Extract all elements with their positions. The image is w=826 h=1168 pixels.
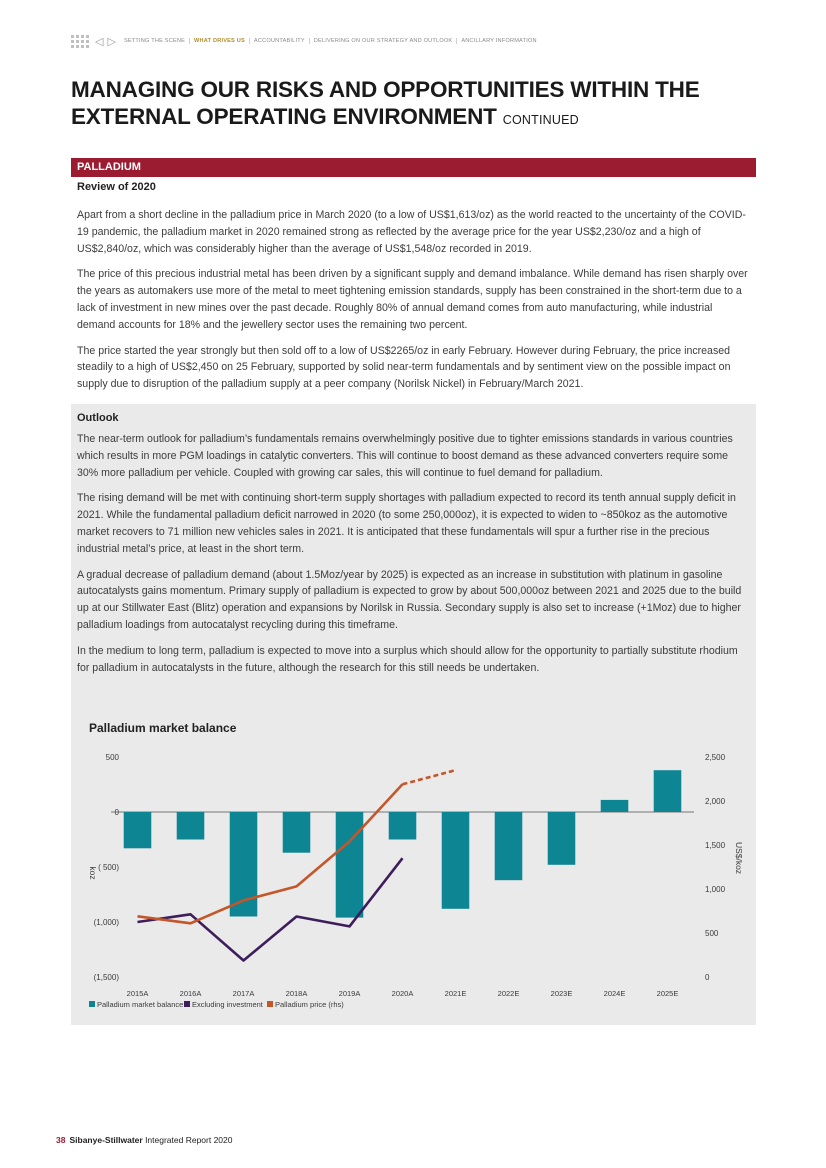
x-tick-label: 2021E [444,989,467,998]
legend-swatch [89,1001,95,1007]
y2-tick-label: 2,500 [705,753,726,762]
y2-tick-label: 2,000 [705,797,726,806]
page-number: 38 [56,1135,66,1145]
legend-label: Palladium market balance [97,1000,184,1009]
outlook-paragraph: The rising demand will be met with continuing short-term supply shortages with palladium expected to record its tenth annual supply deficit in 2021. While the fundamental palladium deficit narrowed in 2020 (to some 250,000oz), it is expected to widen to ~850koz as the automotive market recovers to 71 million new vehicles sales in 2021. It is anticipated that these fundamentals will spur a further rise in the precious industrial metal’s price, at least in the short term. [77,492,736,555]
line-dashed-palladium-price-rhs- [403,770,456,784]
y-axis-title: koz [88,866,98,880]
bar-2015A [124,812,152,848]
chart-title: Palladium market balance [89,721,237,735]
page-footer [56,1135,233,1145]
y2-axis-title: US$/koz [734,841,744,875]
x-tick-label: 2025E [656,989,679,998]
x-tick-label: 2018A [285,989,308,998]
nav-link-delivering-strategy[interactable]: DELIVERING ON OUR STRATEGY AND OUTLOOK [309,38,457,44]
y2-tick-label: 1,000 [705,885,726,894]
x-tick-label: 2023E [550,989,573,998]
review-heading: Review of 2020 [77,181,156,193]
report-name: Integrated Report 2020 [145,1135,233,1145]
x-tick-label: 2019A [338,989,361,998]
page-title [71,76,771,134]
nav-link-accountability[interactable]: ACCOUNTABILITY [249,38,309,44]
outlook-paragraph: The near-term outlook for palladium’s fundamentals remains overwhelmingly positive due to tighter emissions standards in various countries which results in more PGM loadings in catalytic converters. This will continue to boost demand as these advanced converters require some 30% more palladium per vehicle. Coupled with growing car sales, this will continue to fuel demand for palladium. [77,433,733,479]
x-tick-label: 2017A [232,989,255,998]
legend-swatch [267,1001,273,1007]
outlook-body [77,431,752,685]
bar-2016A [177,812,205,840]
y2-tick-label: 0 [705,973,710,982]
y-tick-label: (1,500) [93,973,119,982]
legend-swatch [184,1001,190,1007]
company-name: Sibanye-Stillwater [69,1135,143,1145]
y2-tick-label: 1,500 [705,841,726,850]
outlook-heading: Outlook [77,412,119,424]
review-paragraph: Apart from a short decline in the palladium price in March 2020 (to a low of US$1,613/oz) as the world reacted to the uncertainty of the COVID-19 pandemic, the palladium market in 2020 remained strong as reflected by the average price for the year US$2,230/oz and a high of US$2,840/oz, which was considerably higher than the average of US$1,548/oz recorded in 2019. [77,209,746,255]
review-paragraph: The price started the year strongly but then sold off to a low of US$2265/oz in early February. However during February, the price increased steadily to a high of US$2,450 on 25 February, supported by solid near-term fundamentals and by sentiment view on the possible impact on supply due to disruption of the palladium supply at a peer company (Norilsk Nickel) in February/March 2021. [77,344,731,391]
legend-label: Excluding investment [192,1000,263,1009]
next-page-icon[interactable]: ▷ [107,35,116,48]
nav-link-ancillary-information[interactable]: ANCILLARY INFORMATION [456,38,540,44]
bar-2025E [654,770,682,812]
bar-2019A [336,812,364,918]
bar-2024E [601,800,629,812]
outlook-paragraph: A gradual decrease of palladium demand (about 1.5Moz/year by 2025) is expected as an increase in substitution with platinum in gasoline autocatalysts gains momentum. Primary supply of palladium is expected to grow by about 500,000oz between 2021 and 2025 due to the build up at our Stillwater East (Blitz) operation and expansions by Norilsk in Russia. Secondary supply is also set to increase (+1Moz) due to higher palladium loadings from autocatalyst recycling during this timeframe. [77,568,742,631]
bar-2020A [389,812,417,840]
y-tick-label: 500 [105,753,119,762]
x-tick-label: 2024E [603,989,626,998]
page-title-line1: MANAGING OUR RISKS AND OPPORTUNITIES WITHIN THE [71,77,700,102]
bar-2022E [495,812,523,880]
page-title-line2: EXTERNAL OPERATING ENVIRONMENT [71,104,497,129]
grid-menu-icon[interactable] [71,35,89,48]
section-links [124,38,541,44]
outlook-paragraph: In the medium to long term, palladium is expected to move into a surplus which should allow for the opportunity to partially substitute rhodium for palladium in autocatalysts in the future, although the research for this still needs be undertaken. [77,644,738,674]
y-tick-label: ( 500) [98,863,119,872]
review-paragraph: The price of this precious industrial metal has been driven by a significant supply and demand imbalance. While demand has risen sharply over the years as automakers use more of the metal to meet tightening emission standards, supply has been constrained in the short-term due to a lack of investment in new mines over the past decade. Roughly 80% of annual demand comes from auto manufacturing, while industrial demand accounts for 18% and the jewellery sector uses the remaining two percent. [77,268,748,331]
previous-page-icon[interactable]: ◁ [95,35,104,48]
nav-link-what-drives-us[interactable]: WHAT DRIVES US [189,38,249,44]
bar-2023E [548,812,576,865]
bar-2021E [442,812,470,909]
x-tick-label: 2020A [391,989,414,998]
palladium-market-balance-chart [71,740,756,1025]
section-banner: PALLADIUM [71,158,756,177]
x-tick-label: 2015A [126,989,149,998]
x-tick-label: 2022E [497,989,520,998]
y2-tick-label: 500 [705,929,719,938]
legend-label: Palladium price (rhs) [275,1000,344,1009]
bar-2018A [283,812,311,853]
review-body [77,207,752,402]
y-tick-label: (1,000) [93,918,119,927]
continued-label: CONTINUED [502,113,579,127]
top-navigation [71,34,541,48]
y-tick-label: 0 [114,808,119,817]
nav-link-setting-the-scene[interactable]: SETTING THE SCENE [123,38,186,44]
x-tick-label: 2016A [179,989,202,998]
